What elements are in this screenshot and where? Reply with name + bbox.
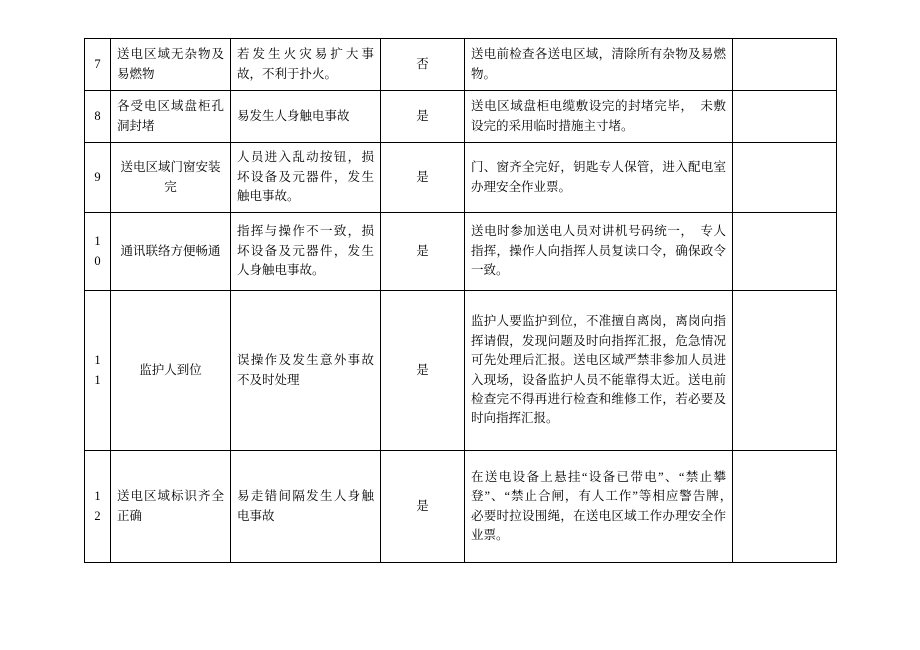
row-risk: 指挥与操作不一致，损坏设备及元器件，发生人身触电事故。 [231, 213, 381, 291]
row-compliance: 是 [381, 143, 465, 213]
row-measure: 在送电设备上悬挂“设备已带电”、“禁止攀登”、“禁止合闸，有人工作”等相应警告牌， 必要时拉设围绳，在送电区域工作办理安全作业票。 [465, 451, 733, 563]
row-item: 送电区域标识齐全正确 [111, 451, 231, 563]
row-risk: 易走错间隔发生人身触电事故 [231, 451, 381, 563]
table-row [85, 91, 837, 143]
row-compliance: 是 [381, 91, 465, 143]
row-remark [733, 39, 837, 91]
checklist-table [84, 38, 837, 563]
table-row [85, 213, 837, 291]
row-number: 9 [85, 143, 111, 213]
row-remark [733, 213, 837, 291]
table-row [85, 291, 837, 451]
row-measure: 监护人要监护到位，不准擅自离岗，离岗向指挥请假，发现问题及时向指挥汇报，危急情况可先处理后汇报。送电区域严禁非参加人员进入现场，设备监护人员不能靠得太近。送电前检查完不得再进行检查和维修工作，若必要及时向指挥汇报。 [465, 291, 733, 451]
row-item: 各受电区域盘柜孔洞封堵 [111, 91, 231, 143]
row-risk: 若发生火灾易扩大事故，不利于扑火。 [231, 39, 381, 91]
row-remark [733, 143, 837, 213]
checklist-table-container [84, 38, 836, 563]
row-measure: 门、窗齐全完好，钥匙专人保管，进入配电室办理安全作业票。 [465, 143, 733, 213]
row-remark [733, 291, 837, 451]
table-row [85, 451, 837, 563]
row-item: 通讯联络方便畅通 [111, 213, 231, 291]
row-compliance: 否 [381, 39, 465, 91]
table-row [85, 39, 837, 91]
row-number: 1 1 [85, 291, 111, 451]
row-remark [733, 451, 837, 563]
row-number: 8 [85, 91, 111, 143]
row-compliance: 是 [381, 451, 465, 563]
row-compliance: 是 [381, 291, 465, 451]
row-compliance: 是 [381, 213, 465, 291]
row-measure: 送电区域盘柜电缆敷设完的封堵完毕， 未敷设完的采用临时措施主寸堵。 [465, 91, 733, 143]
row-risk: 易发生人身触电事故 [231, 91, 381, 143]
row-measure: 送电时参加送电人员对讲机号码统一， 专人指挥，操作人向指挥人员复读口令，确保政令一致。 [465, 213, 733, 291]
row-item: 监护人到位 [111, 291, 231, 451]
row-item: 送电区域无杂物及易燃物 [111, 39, 231, 91]
row-measure: 送电前检查各送电区域，清除所有杂物及易燃物。 [465, 39, 733, 91]
row-risk: 误操作及发生意外事故不及时处理 [231, 291, 381, 451]
row-remark [733, 91, 837, 143]
table-row [85, 143, 837, 213]
row-number: 1 2 [85, 451, 111, 563]
row-risk: 人员进入乱动按钮，损坏设备及元器件，发生触电事故。 [231, 143, 381, 213]
row-number: 7 [85, 39, 111, 91]
row-item: 送电区域门窗安装完 [111, 143, 231, 213]
row-number: 1 0 [85, 213, 111, 291]
